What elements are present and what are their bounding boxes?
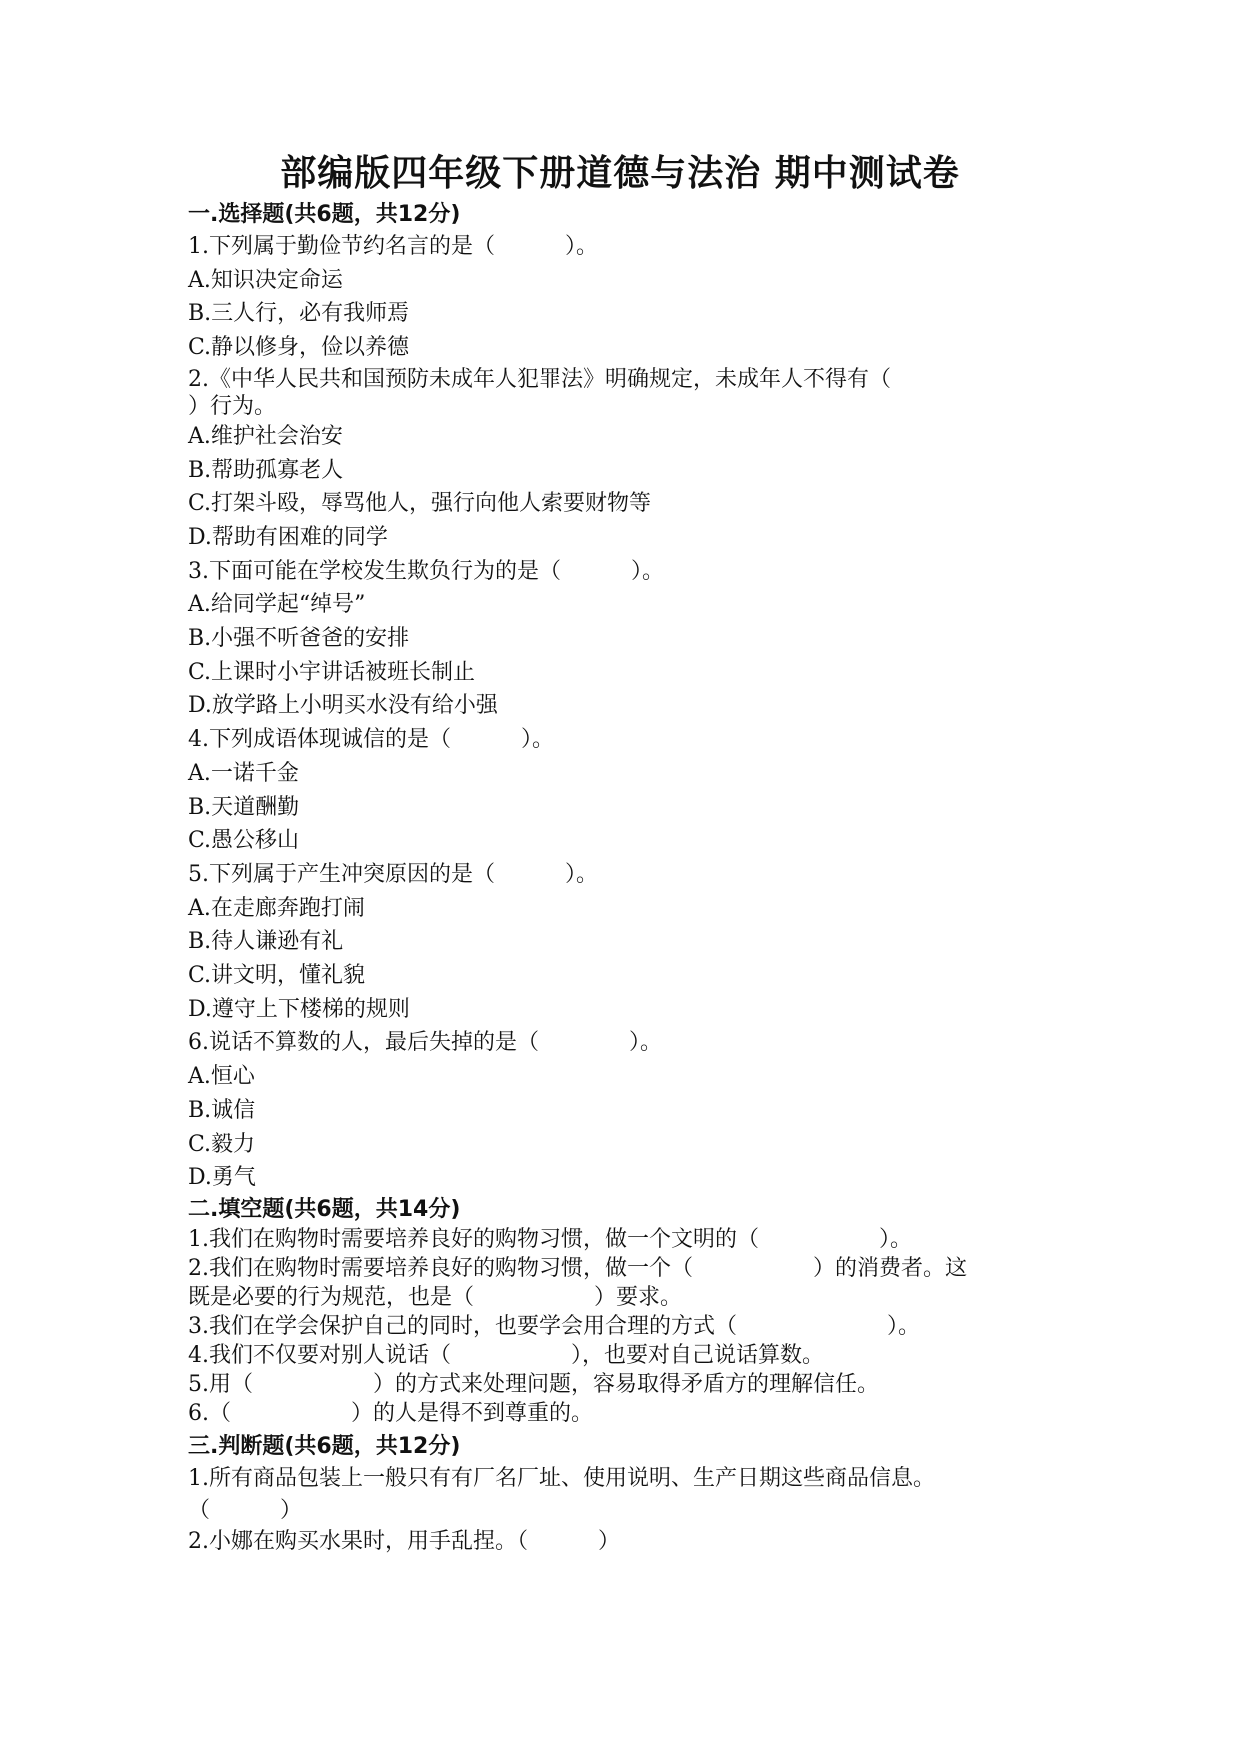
option-b: B.小强不听爸爸的安排 (188, 626, 410, 652)
fill-question-4: 4.我们不仅要对别人说话（ ），也要对自己说话算数。 (188, 1342, 825, 1368)
option-a: A.给同学起“绰号” (188, 592, 366, 618)
option-c: C.静以修身，俭以养德 (188, 335, 410, 361)
judge-question-2: 2.小娜在购买水果时，用手乱捏。（ ） (188, 1528, 621, 1554)
exam-content (188, 200, 1068, 1558)
option-b: B.待人谦逊有礼 (188, 929, 344, 955)
fill-question-5: 5.用（ ）的方式来处理问题，容易取得矛盾方的理解信任。 (188, 1371, 880, 1397)
option-b: B.帮助孤寡老人 (188, 457, 344, 483)
judge-question-1: 1.所有商品包装上一般只有有厂名厂址、使用说明、生产日期这些商品信息。 （ ） (188, 1465, 935, 1523)
option-c: C.愚公移山 (188, 828, 300, 854)
fill-question-2: 2.我们在购物时需要培养良好的购物习惯，做一个（ ）的消费者。这 既是必要的行为规范，也是（ ）要求。 (188, 1255, 968, 1310)
option-a: A.在走廊奔跑打闹 (188, 895, 365, 921)
question-stem: 6.说话不算数的人，最后失掉的是（ (188, 1030, 539, 1056)
option-c: C.打架斗殴，辱骂他人，强行向他人索要财物等 (188, 491, 652, 517)
question-stem: 5.下列属于产生冲突原因的是（ (188, 861, 495, 887)
option-d: D.遵守上下楼梯的规则 (188, 996, 410, 1022)
section-heading-judge: 三.判断题(共6题，共12分) (188, 1433, 461, 1459)
question-1: 1.下列属于勤俭节约名言的是（ ）。 A.知识决定命运 B.三人行，必有我师焉 C.静以修身，俭以养德 (188, 230, 1068, 365)
question-stem: 4.下列成语体现诚信的是（ (188, 727, 451, 753)
question-4: 4.下列成语体现诚信的是（ ）。 A.一诺千金 B.天道酬勤 C.愚公移山 (188, 723, 1068, 858)
option-a: A.维护社会治安 (188, 423, 343, 449)
question-3: 3.下面可能在学校发生欺负行为的是（ ）。 A.给同学起“绰号” B.小强不听爸爸的安排 C.上课时小宇讲话被班长制止 D.放学路上小明买水没有给小强 (188, 555, 1068, 724)
fill-question-1: 1.我们在购物时需要培养良好的购物习惯，做一个文明的（ ）。 (188, 1226, 913, 1252)
option-d: D.帮助有困难的同学 (188, 524, 388, 550)
option-a: A.恒心 (188, 1064, 255, 1090)
question-2: 2.《中华人民共和国预防未成年人犯罪法》明确规定，未成年人不得有（ ）行为。 A.维护社会治安 B.帮助孤寡老人 C.打架斗殴，辱骂他人，强行向他人索要财物等 D.帮助有困难的同学 (188, 365, 1068, 555)
option-a: A.知识决定命运 (188, 267, 343, 293)
option-d: D.勇气 (188, 1165, 256, 1191)
fill-question-3: 3.我们在学会保护自己的同时，也要学会用合理的方式（ ）。 (188, 1313, 921, 1339)
option-b: B.诚信 (188, 1097, 256, 1123)
fill-question-6: 6.（ ）的人是得不到尊重的。 (188, 1400, 594, 1426)
option-a: A.一诺千金 (188, 760, 299, 786)
question-stem: 1.下列属于勤俭节约名言的是（ (188, 234, 495, 259)
option-b: B.天道酬勤 (188, 794, 300, 820)
option-b: B.三人行，必有我师焉 (188, 301, 410, 327)
option-c: C.讲文明，懂礼貌 (188, 963, 366, 989)
question-5: 5.下列属于产生冲突原因的是（ ）。 A.在走廊奔跑打闹 B.待人谦逊有礼 C.讲文明，懂礼貌 D.遵守上下楼梯的规则 (188, 858, 1068, 1027)
question-stem: 3.下面可能在学校发生欺负行为的是（ (188, 558, 561, 584)
section-heading-choice: 一.选择题(共6题，共12分) (188, 202, 461, 227)
option-c: C.上课时小宇讲话被班长制止 (188, 659, 476, 685)
option-d: D.放学路上小明买水没有给小强 (188, 693, 498, 719)
question-6: 6.说话不算数的人，最后失掉的是（ ）。 A.恒心 B.诚信 C.毅力 D.勇气 (188, 1026, 1068, 1195)
section-heading-fill: 二.填空题(共6题，共14分) (188, 1196, 461, 1222)
option-c: C.毅力 (188, 1131, 256, 1157)
page-title: 部编版四年级下册道德与法治 期中测试卷 (280, 153, 960, 194)
question-stem: 2.《中华人民共和国预防未成年人犯罪法》明确规定，未成年人不得有（ (188, 366, 891, 392)
